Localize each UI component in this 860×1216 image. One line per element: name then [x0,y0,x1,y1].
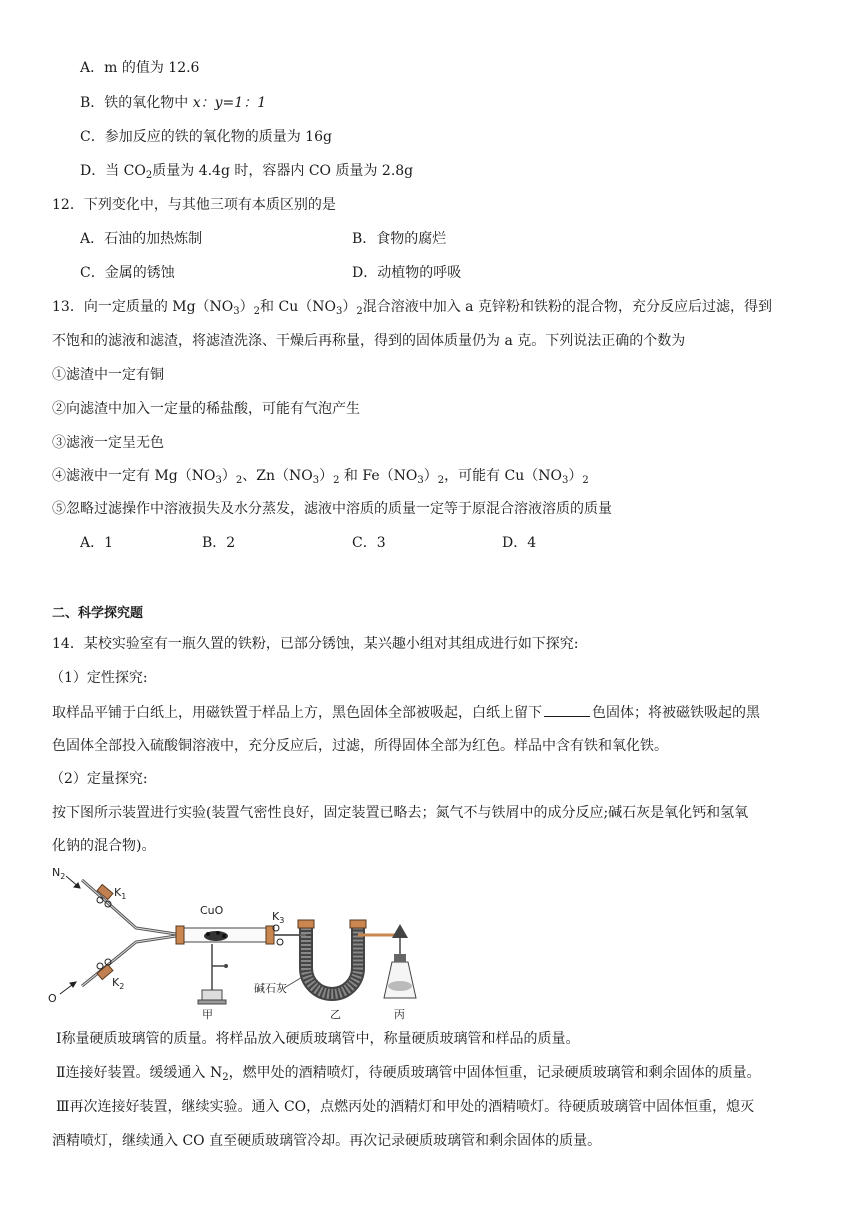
y-connector-tubing [82,880,176,986]
q11-option-b: B．铁的氧化物中 x：y=1：1 [80,95,267,111]
q14-step2: Ⅱ连接好装置。缓缓通入 $N_2$，燃甲处的酒精喷灯，待硬质玻璃管中固体恒重，记录硬质玻璃管和剩余固体的质量。 [56,1065,761,1083]
arrow-icon [66,876,80,888]
q11-option-c: C．参加反应的铁的氧化物的质量为 16g [80,129,332,145]
q13-option-a: A．1 [80,535,114,551]
q13-statement-3: ③滤液一定呈无色 [52,435,164,451]
q14-stem: 14．某校实验室有一瓶久置的铁粉，已部分锈蚀，某兴趣小组对其组成进行如下探究: [52,636,579,652]
arrow-icon [60,982,76,994]
q13-option-b: B．2 [202,535,236,551]
q13-statement-4: ④滤液中一定有 $Mg(NO_3)_2$、$Zn(NO_3)_2$ 和 $Fe(NO_3)_2$，可能有 $Cu(NO_3)_2$ [52,468,589,486]
q14-part1-heading: （1）定性探究: [50,670,148,686]
u-tube-soda-lime [284,920,396,994]
q12-option-c: C．金属的锈蚀 [80,265,175,281]
answer-blank[interactable] [544,702,590,717]
q12-stem: 12．下列变化中，与其他三项有本质区别的是 [52,197,336,213]
o-label: O [48,992,57,1005]
bing-label: 丙 [394,1008,405,1021]
jia-label: 甲 [202,1008,213,1021]
q14-step1: Ⅰ称量硬质玻璃管的质量。将样品放入硬质玻璃管中，称量硬质玻璃管和样品的质量。 [56,1031,580,1047]
k1-label: $K_1$ [114,886,127,901]
q13-statement-1: ①滤渣中一定有铜 [52,367,164,383]
k2-label: $K_2$ [112,976,125,991]
q12-option-a: A．石油的加热炼制 [80,231,203,247]
soda-lime-label: 碱石灰 [254,982,287,995]
alcohol-blast-lamp-icon [198,944,228,1004]
q11-option-a: A．m 的值为 12.6 [80,60,200,76]
q11-option-d: D．当 $CO_2$质量为 4.4g 时，容器内 CO 质量为 2.8g [80,163,414,181]
q13-stem-line1: 13．向一定质量的 $Mg(NO_3)_2$和 $Cu(NO_3)_2$混合溶液中加入 a 克锌粉和铁粉的混合物，充分反应后过滤，得到 [52,299,772,317]
yi-label: 乙 [330,1008,341,1021]
q14-part2-line2: 化钠的混合物)。 [52,838,156,854]
q14-step3-line1: Ⅲ再次连接好装置，继续实验。通入 CO，点燃丙处的酒精灯和甲处的酒精喷灯。待硬质玻璃管中固体恒重，熄灭 [56,1099,755,1115]
experiment-apparatus-diagram [48,858,428,1030]
n2-label: $N_2$ [52,866,66,881]
q14-part2-line1: 按下图所示装置进行实验(装置气密性良好，固定装置已略去；氮气不与铁屑中的成分反应;碱石灰是氧化钙和氢氧 [52,805,749,821]
q13-statement-5: ⑤忽略过滤操作中溶液损失及水分蒸发，滤液中溶质的质量一定等于原混合溶液溶质的质量 [52,501,612,517]
q14-step3-line2: 酒精喷灯，继续通入 CO 直至硬质玻璃管冷却。再次记录硬质玻璃管和剩余固体的质量。 [52,1133,602,1149]
q14-part1-line1: 取样品平铺于白纸上，用磁铁置于样品上方，黑色固体全部被吸起，白纸上留下 色固体；将被磁铁吸起的黑 [52,702,760,723]
q13-option-d: D．4 [502,535,537,551]
section-title: 二、科学探究题 [52,606,144,621]
cuo-label: CuO [200,904,224,917]
k3-label: $K_3$ [272,910,285,925]
q14-part1-line2: 色固体全部投入硫酸铜溶液中，充分反应后，过滤，所得固体全部为红色。样品中含有铁和氧化铁。 [52,738,668,754]
q12-option-b: B．食物的腐烂 [352,231,447,247]
q13-statement-2: ②向滤渣中加入一定量的稀盐酸，可能有气泡产生 [52,401,360,417]
q13-stem-line2: 不饱和的滤液和滤渣，将滤渣洗涤、干燥后再称量，得到的固体质量仍为 a 克。下列说法正确的个数为 [52,333,686,349]
clamp-k2-icon [97,959,113,980]
q14-part2-heading: （2）定量探究: [50,771,148,787]
q13-option-c: C．3 [352,535,386,551]
hard-glass-tube [176,926,274,944]
q12-option-d: D．动植物的呼吸 [352,265,462,281]
